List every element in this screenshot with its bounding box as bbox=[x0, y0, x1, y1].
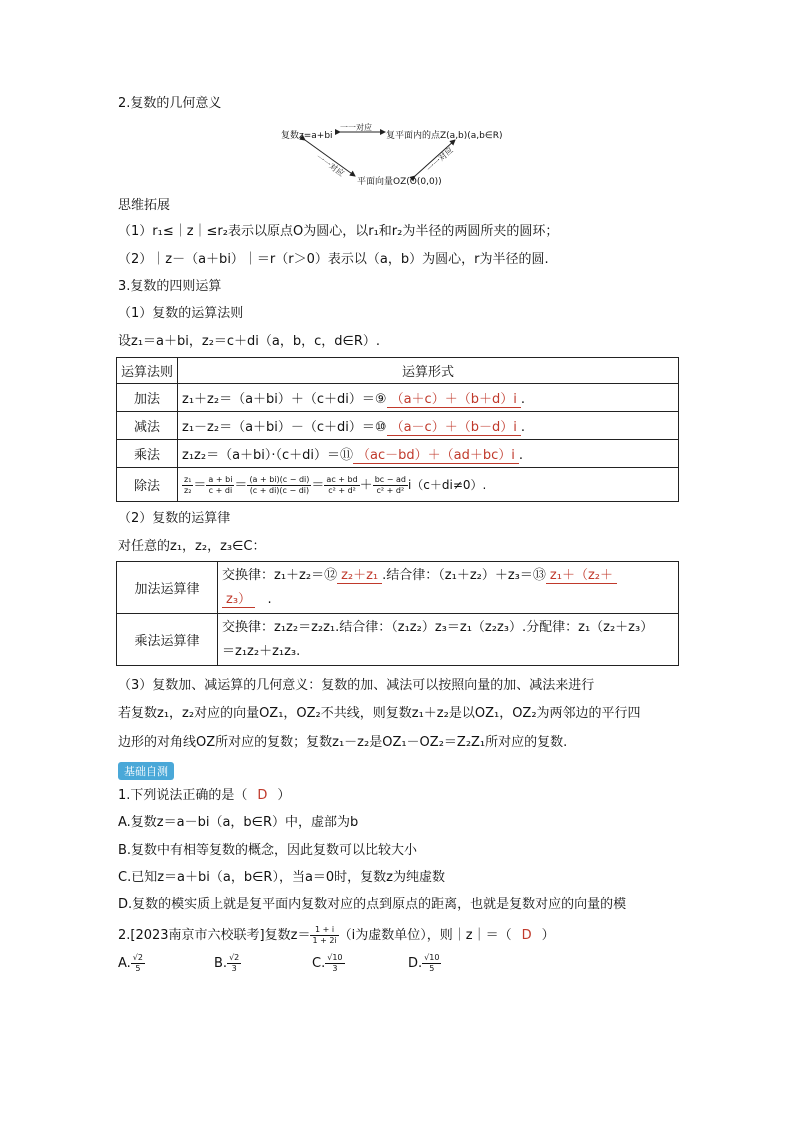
ops-mul-answer: （ac－bd）＋（ad＋bc）i bbox=[353, 448, 519, 464]
laws-add-label: 加法运算律 bbox=[117, 562, 218, 614]
geo-meaning-line-2: 若复数z₁，z₂对应的向量OZ₁，OZ₂不共线，则复数z₁＋z₂是以OZ₁，OZ₂为两邻边的平行四 bbox=[118, 706, 641, 721]
laws-table bbox=[116, 561, 679, 666]
laws-mul-label: 乘法运算律 bbox=[117, 614, 218, 666]
ops-add-expr: z₁＋z₂＝（a＋bi）＋（c＋di）＝⑨ bbox=[182, 392, 387, 407]
rules-title: （1）复数的运算法则 bbox=[118, 306, 244, 321]
ops-add-row: z₁＋z₂＝（a＋bi）＋（c＋di）＝⑨ （a＋c）＋（b＋d）i . bbox=[178, 384, 679, 412]
laws-add-answer2b: z₃） bbox=[222, 592, 255, 608]
laws-add-answer1: z₂＋z₁ bbox=[337, 568, 382, 584]
ops-mul-expr: z₁z₂＝（a＋bi）·（c＋di）＝⑪ bbox=[182, 448, 354, 463]
laws-add-text1: 交换律：z₁＋z₂＝⑫ bbox=[222, 567, 338, 583]
q1-option-c: C.已知z＝a＋bi（a，b∈R），当a＝0时，复数z为纯虚数 bbox=[118, 870, 445, 885]
basic-test-badge: 基础自测 bbox=[118, 762, 174, 780]
q1-answer: D bbox=[257, 788, 268, 803]
ops-sub-label: 减法 bbox=[117, 412, 178, 440]
ops-head-rule: 运算法则 bbox=[117, 358, 178, 384]
q2-close: ） bbox=[541, 928, 555, 943]
q2-option-b: B. $\frac{√2}{3}$ bbox=[214, 953, 240, 973]
div-tail: i（c＋di≠0）. bbox=[407, 477, 487, 492]
ops-head-form: 运算形式 bbox=[178, 358, 679, 384]
div-fraction-3: $\frac{(a + bi)(c - di)}{(c + di)(c - di)}$ bbox=[249, 474, 310, 495]
ops-add-answer: （a＋c）＋（b＋d）i bbox=[387, 392, 521, 408]
question-1 bbox=[118, 787, 290, 805]
diagram-left-arrow-label: 一一对应 bbox=[314, 152, 346, 179]
div-fraction-5: $\frac{bc - ad}{\text{c² + d²}}$ bbox=[374, 474, 406, 495]
diagram-right-arrow-label: 一一对应 bbox=[425, 145, 455, 174]
geo-meaning-line-3: 边形的对角线OZ所对应的复数；复数z₁－z₂是OZ₁－OZ₂＝Z₂Z₁所对应的复数. bbox=[118, 735, 568, 750]
q1-option-d: D.复数的模实质上就是复平面内复数对应的点到原点的距离，也就是复数对应的向量的模 bbox=[118, 897, 627, 912]
q2-fraction: $\frac{1 + i}{1 + 2i}$ bbox=[312, 925, 337, 945]
q2-answer: D bbox=[521, 928, 532, 943]
laws-title: （2）复数的运算律 bbox=[118, 511, 231, 526]
section3-title: 3.复数的四则运算 bbox=[118, 279, 222, 294]
q2-options bbox=[118, 953, 518, 983]
div-fraction-1: $\frac{\text{z₁}}{\text{z₂}}$ bbox=[184, 474, 192, 495]
ops-sub-answer: （a－c）＋（b－d）i bbox=[387, 420, 521, 436]
q1-option-b: B.复数中有相等复数的概念，因此复数可以比较大小 bbox=[118, 843, 418, 858]
diagram-bottom-label: 平面向量OZ(O(0,0)) bbox=[357, 177, 442, 187]
question-2 bbox=[118, 925, 555, 946]
laws-setup: 对任意的z₁，z₂，z₃∈C： bbox=[118, 539, 266, 554]
ops-mul-label: 乘法 bbox=[117, 440, 178, 468]
laws-add-text2: .结合律：（z₁＋z₂）＋z₃＝⑬ bbox=[382, 567, 546, 583]
thinking-point-1: （1）r₁≤｜z｜≤r₂表示以原点O为圆心，以r₁和r₂为半径的两圆所夹的圆环； bbox=[118, 224, 559, 239]
ops-sub-row: z₁－z₂＝（a＋bi）－（c＋di）＝⑩ （a－c）＋（b－d）i . bbox=[178, 412, 679, 440]
q2-option-c: C. $\frac{√10}{3}$ bbox=[312, 953, 343, 973]
laws-add-answer2a: z₁＋（z₂＋ bbox=[546, 568, 617, 584]
diagram-top-arrow-label: 一一对应 bbox=[340, 123, 372, 132]
ops-mul-row: z₁z₂＝（a＋bi）·（c＋di）＝⑪ （ac－bd）＋（ad＋bc）i . bbox=[178, 440, 679, 468]
div-fraction-4: $\frac{ac + bd}{\text{c² + d²}}$ bbox=[326, 474, 358, 495]
diagram-right-label: 复平面内的点Z(a,b)(a,b∈R) bbox=[386, 131, 503, 141]
thinking-title: 思维拓展 bbox=[118, 198, 171, 213]
ops-sub-expr: z₁－z₂＝（a＋bi）－（c＋di）＝⑩ bbox=[182, 420, 387, 435]
ops-div-row: $\frac{\text{z₁}}{\text{z₂}}$ ＝ $\frac{a + bi}{c + di}$ ＝ $\frac{(a + bi)(c - di)}{(c + di)(c - di)}$ ＝ $\frac{ac + bd}{\text{c² + d²}}$ ＋ $\frac{bc - ad}{\text{c² + d²}}$ i（c＋di≠0）. bbox=[178, 468, 679, 502]
ops-div-label: 除法 bbox=[117, 468, 178, 502]
laws-add-cell: 交换律：z₁＋z₂＝⑫ z₂＋z₁ .结合律：（z₁＋z₂）＋z₃＝⑬ z₁＋（z₂＋ z₃） . bbox=[218, 562, 679, 614]
laws-mul-cell bbox=[218, 614, 679, 666]
operations-table bbox=[116, 357, 679, 502]
rules-setup: 设z₁＝a＋bi，z₂＝c＋di（a，b，c，d∈R）. bbox=[118, 334, 381, 349]
geo-meaning-line-1: （3）复数加、减运算的几何意义：复数的加、减法可以按照向量的加、减法来进行 bbox=[118, 678, 595, 693]
q2-option-a: A. $\frac{√2}{5}$ bbox=[118, 953, 143, 973]
q2-option-d: D. $\frac{√10}{5}$ bbox=[408, 953, 440, 973]
q2-post: （i为虚数单位），则｜z｜＝（ bbox=[338, 928, 512, 943]
laws-mul-text1: 交换律：z₁z₂＝z₂z₁.结合律：（z₁z₂）z₃＝z₁（z₂z₃）.分配律：z₁（z₂＋z₃） bbox=[222, 619, 654, 635]
q1-close: ） bbox=[277, 788, 291, 803]
ops-add-label: 加法 bbox=[117, 384, 178, 412]
q1-stem: 1.下列说法正确的是（ bbox=[118, 788, 248, 803]
section2-title: 2.复数的几何意义 bbox=[118, 96, 222, 111]
q1-option-a: A.复数z＝a－bi（a，b∈R）中，虚部为b bbox=[118, 815, 359, 830]
diagram-left-label: 复数z=a+bi bbox=[281, 131, 333, 141]
div-fraction-2: $\frac{a + bi}{c + di}$ bbox=[208, 474, 233, 495]
q2-stem: 2.[2023南京市六校联考]复数z＝ bbox=[118, 928, 311, 943]
thinking-point-2: （2）｜z－（a＋bi）｜＝r（r＞0）表示以（a，b）为圆心，r为半径的圆. bbox=[118, 252, 549, 267]
laws-mul-text2: ＝z₁z₂＋z₁z₃. bbox=[222, 643, 301, 659]
